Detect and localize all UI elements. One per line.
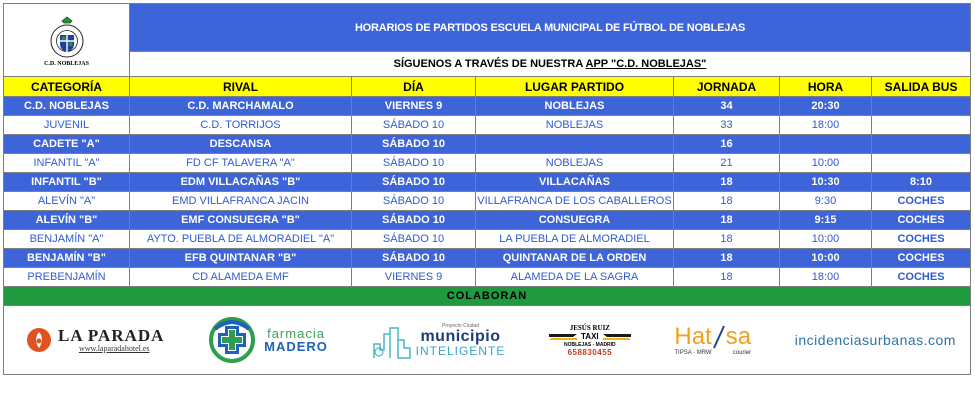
cell-lugar: VILLAFRANCA DE LOS CABALLEROS — [476, 192, 674, 211]
cell-salida-bus: COCHES — [872, 192, 971, 211]
column-header-hora: HORA — [780, 77, 872, 97]
cell-hora: 10:30 — [780, 173, 872, 192]
cell-rival: EMD VILLAFRANCA JACIN — [130, 192, 352, 211]
cell-hora: 10:00 — [780, 249, 872, 268]
sponsor-la-parada[interactable] — [26, 327, 164, 353]
cell-lugar: LA PUEBLA DE ALMORADIEL — [476, 230, 674, 249]
table-header-row — [4, 77, 971, 97]
cell-lugar — [476, 135, 674, 154]
cell-lugar: ALAMEDA DE LA SAGRA — [476, 268, 674, 287]
follow-prefix: SÍGUENOS A TRAVÉS DE NUESTRA — [393, 58, 586, 70]
column-header-lugar: LUGAR PARTIDO — [476, 77, 674, 97]
cell-dia: SÁBADO 10 — [352, 173, 476, 192]
cell-jornada: 18 — [674, 211, 780, 230]
table-row — [4, 173, 971, 192]
app-link[interactable]: APP "C.D. NOBLEJAS" — [585, 58, 707, 70]
club-crest-cell — [4, 4, 130, 77]
cell-dia: VIERNES 9 — [352, 268, 476, 287]
cell-categoria: CADETE "A" — [4, 135, 130, 154]
club-label: C.D. NOBLEJAS — [44, 61, 89, 67]
column-header-salida-bus: SALIDA BUS — [872, 77, 971, 97]
municipio-line1: municipio — [420, 327, 501, 345]
hatsa-text1: Hat — [674, 323, 712, 350]
cell-salida-bus: COCHES — [872, 211, 971, 230]
cell-dia: SÁBADO 10 — [352, 154, 476, 173]
cell-dia: VIERNES 9 — [352, 97, 476, 116]
city-skyline-icon — [372, 320, 414, 360]
cell-rival: AYTO. PUEBLA DE ALMORADIEL "A" — [130, 230, 352, 249]
table-row — [4, 268, 971, 287]
cell-salida-bus — [872, 154, 971, 173]
cell-jornada: 18 — [674, 249, 780, 268]
la-parada-logo-icon — [26, 327, 52, 353]
sponsors-strip — [4, 306, 971, 375]
cell-jornada: 18 — [674, 268, 780, 287]
cell-categoria: ALEVÍN "B" — [4, 211, 130, 230]
cell-categoria: BENJAMÍN "A" — [4, 230, 130, 249]
sponsor-farmacia-madero[interactable] — [208, 317, 328, 363]
cell-lugar: QUINTANAR DE LA ORDEN — [476, 249, 674, 268]
taxi-stripe-icon — [549, 332, 577, 342]
cell-jornada: 18 — [674, 230, 780, 249]
cell-hora: 20:30 — [780, 97, 872, 116]
cell-hora: 18:00 — [780, 268, 872, 287]
table-row — [4, 135, 971, 154]
cell-lugar: CONSUEGRA — [476, 211, 674, 230]
cell-hora: 10:00 — [780, 230, 872, 249]
farmacia-line2: MADERO — [264, 338, 328, 354]
cell-dia: SÁBADO 10 — [352, 211, 476, 230]
cell-categoria: ALEVÍN "A" — [4, 192, 130, 211]
cell-salida-bus: COCHES — [872, 230, 971, 249]
sponsor-municipio-inteligente[interactable] — [372, 320, 506, 360]
sponsor-taxi-jesus-ruiz[interactable] — [549, 324, 631, 357]
pharmacy-cross-icon — [208, 317, 260, 363]
cell-jornada: 18 — [674, 173, 780, 192]
cell-rival: FD CF TALAVERA "A" — [130, 154, 352, 173]
municipio-line2: INTELIGENTE — [415, 343, 506, 358]
column-header-jornada: JORNADA — [674, 77, 780, 97]
hatsa-sub: courier — [732, 350, 752, 356]
hatsa-tags: TIPSA · MRW — [674, 350, 712, 356]
cell-salida-bus: COCHES — [872, 268, 971, 287]
taxi-mid: TAXI — [581, 332, 599, 341]
cell-salida-bus — [872, 97, 971, 116]
cell-categoria: BENJAMÍN "B" — [4, 249, 130, 268]
cell-categoria: INFANTIL "B" — [4, 173, 130, 192]
table-row — [4, 230, 971, 249]
hatsa-slash-icon — [712, 324, 726, 350]
cell-dia: SÁBADO 10 — [352, 135, 476, 154]
incidencias-text[interactable]: incidenciasurbanas.com — [794, 332, 956, 348]
cell-salida-bus: 8:10 — [872, 173, 971, 192]
follow-app-banner — [130, 52, 971, 77]
sponsor-incidencias-urbanas[interactable] — [795, 332, 956, 348]
table-row — [4, 97, 971, 116]
column-header-rival: RIVAL — [130, 77, 352, 97]
cell-hora: 10:00 — [780, 154, 872, 173]
cell-jornada: 18 — [674, 192, 780, 211]
cell-rival: C.D. MARCHAMALO — [130, 97, 352, 116]
cell-dia: SÁBADO 10 — [352, 192, 476, 211]
taxi-stripe-right-icon — [603, 332, 631, 342]
cell-rival: EFB QUINTANAR "B" — [130, 249, 352, 268]
taxi-bottom: NOBLEJAS - MADRID — [564, 341, 616, 348]
cell-lugar: NOBLEJAS — [476, 154, 674, 173]
la-parada-name: LA PARADA — [58, 326, 165, 345]
cell-categoria: PREBENJAMÍN — [4, 268, 130, 287]
cell-rival: EMF CONSUEGRA "B" — [130, 211, 352, 230]
cell-hora: 18:00 — [780, 116, 872, 135]
club-crest-icon — [48, 15, 86, 61]
cell-lugar: NOBLEJAS — [476, 116, 674, 135]
cell-rival: DESCANSA — [130, 135, 352, 154]
sponsor-hatsa[interactable] — [674, 324, 751, 356]
cell-dia: SÁBADO 10 — [352, 116, 476, 135]
cell-categoria: JUVENIL — [4, 116, 130, 135]
schedule-table — [3, 3, 971, 375]
cell-salida-bus — [872, 135, 971, 154]
cell-hora: 9:30 — [780, 192, 872, 211]
page-title: HORARIOS DE PARTIDOS ESCUELA MUNICIPAL DE FÚTBOL DE NOBLEJAS — [130, 4, 971, 52]
table-row — [4, 211, 971, 230]
cell-lugar: NOBLEJAS — [476, 97, 674, 116]
cell-salida-bus — [872, 116, 971, 135]
municipio-small: Proyecto Ciudad — [441, 322, 479, 329]
hatsa-text2: sa — [725, 323, 752, 350]
cell-dia: SÁBADO 10 — [352, 230, 476, 249]
column-header-dia: DÍA — [352, 77, 476, 97]
cell-jornada: 21 — [674, 154, 780, 173]
sponsors-title: COLABORAN — [4, 287, 971, 306]
table-row — [4, 154, 971, 173]
cell-hora: 9:15 — [780, 211, 872, 230]
cell-categoria: C.D. NOBLEJAS — [4, 97, 130, 116]
cell-categoria: INFANTIL "A" — [4, 154, 130, 173]
cell-rival: EDM VILLACAÑAS "B" — [130, 173, 352, 192]
cell-jornada: 34 — [674, 97, 780, 116]
taxi-phone: 658830455 — [567, 347, 613, 357]
cell-salida-bus: COCHES — [872, 249, 971, 268]
cell-jornada: 33 — [674, 116, 780, 135]
table-row — [4, 192, 971, 211]
cell-lugar: VILLACAÑAS — [476, 173, 674, 192]
table-row — [4, 116, 971, 135]
taxi-top: JESÚS RUIZ — [569, 323, 610, 332]
column-header-categoria: CATEGORÍA — [4, 77, 130, 97]
cell-rival: C.D. TORRIJOS — [130, 116, 352, 135]
cell-dia: SÁBADO 10 — [352, 249, 476, 268]
cell-hora — [780, 135, 872, 154]
cell-jornada: 16 — [674, 135, 780, 154]
la-parada-url[interactable]: www.laparadahotel.es — [78, 344, 150, 353]
farmacia-line1: farmacia — [267, 325, 325, 341]
table-row — [4, 249, 971, 268]
cell-rival: CD ALAMEDA EMF — [130, 268, 352, 287]
schedule-sheet — [3, 3, 970, 375]
